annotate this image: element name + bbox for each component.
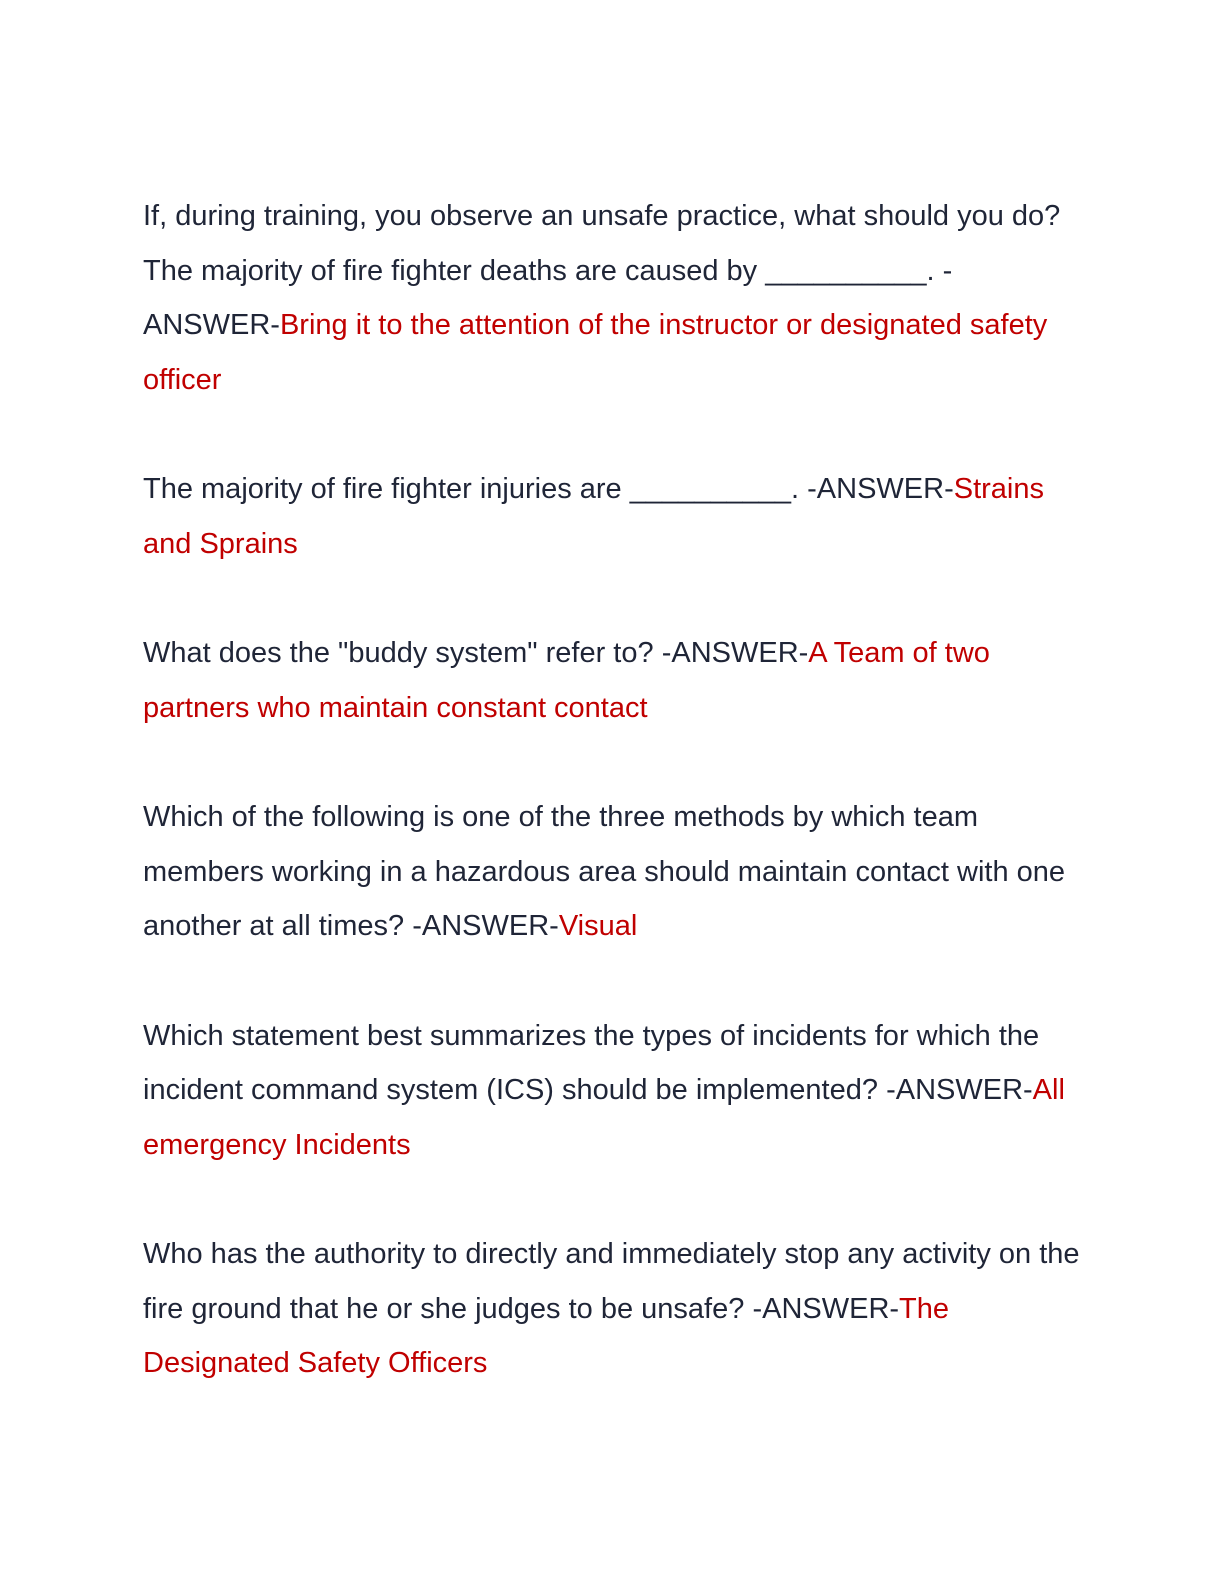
question-text: Which of the following is one of the three methods by which team members working in a hazardous area should maintain contact with one another at all times? — [143, 801, 1074, 942]
answer-text: A Team of two partners who maintain constant contact — [143, 637, 998, 724]
qa-item — [143, 626, 1083, 735]
answer-tag: -ANSWER- — [807, 473, 954, 505]
answer-text: Strains and Sprains — [143, 473, 1053, 560]
question-text: Which statement best summarizes the types of incidents for which the incident command system (ICS) should be implemented? — [143, 1019, 1048, 1106]
qa-item — [143, 189, 1083, 407]
answer-text: Visual — [558, 910, 638, 942]
question-text: What does the "buddy system" refer to? — [143, 637, 662, 669]
question-text: If, during training, you observe an unsafe practice, what should you do? The majority of fire fighter deaths are caused by __________. — [143, 200, 1068, 287]
qa-item — [143, 1227, 1088, 1391]
answer-text: Bring it to the attention of the instructor or designated safety officer — [143, 309, 1056, 396]
question-text: The majority of fire fighter injuries are __________. — [143, 473, 808, 505]
answer-tag: -ANSWER- — [661, 637, 809, 669]
answer-text: All emergency Incidents — [143, 1074, 1073, 1161]
question-text: Who has the authority to directly and immediately stop any activity on the fire ground that he or she judges to be unsafe? — [143, 1238, 1088, 1325]
document-page — [143, 189, 1088, 1446]
qa-item — [143, 1009, 1083, 1173]
answer-tag: -ANSWER- — [752, 1292, 900, 1325]
qa-item — [143, 790, 1083, 954]
qa-item — [143, 462, 1083, 571]
answer-text: The Designated Safety Officers — [143, 1292, 958, 1379]
answer-tag: -ANSWER- — [886, 1074, 1033, 1106]
answer-tag: -ANSWER- — [412, 910, 559, 942]
answer-tag: -ANSWER- — [143, 254, 953, 341]
